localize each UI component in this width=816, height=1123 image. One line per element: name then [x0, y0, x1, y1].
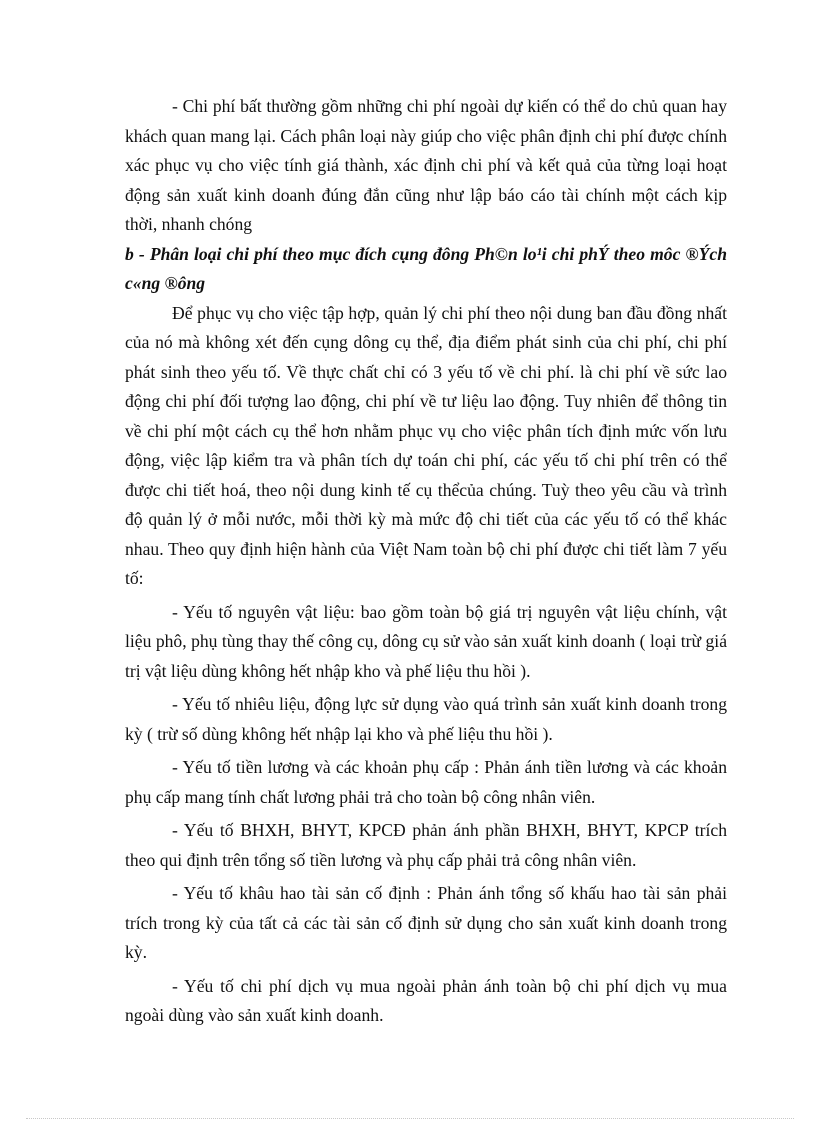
- paragraph-wages: - Yếu tố tiền lương và các khoản phụ cấp : Phản ánh tiền lương và các khoản phụ cấp mang tính chất lương phải trả cho toàn bộ công nhân viên.: [125, 757, 727, 807]
- section-heading-b: b - Phân loại chi phí theo mục đích cụng đông Ph©n lo¹i chi phÝ theo môc ®Ých c«ng ®ông: [125, 243, 727, 293]
- paragraph-raw-materials: - Yếu tố nguyên vật liệu: bao gồm toàn bộ giá trị nguyên vật liệu chính, vật liệu phô, phụ tùng thay thế công cụ, dông cụ sử vào sản xuất kinh doanh ( loại trừ giá trị vật liệu dùng không hết nhập kho và phế liệu thu hồi ).: [125, 601, 727, 681]
- document-body: [125, 92, 727, 1031]
- paragraph-irregular-costs: - Chi phí bất thường gồm những chi phí ngoài dự kiến có thể do chủ quan hay khách quan mang lại. Cách phân loại này giúp cho việc phân định chi phí được chính xác phục vụ cho việc tính giá thành, xác định chi phí và kết quả của từng loại hoạt động sản xuất kinh doanh đúng đắn cũng như lập báo cáo tài chính một cách kịp thời, nhanh chóng: [125, 96, 727, 234]
- paragraph-insurance: - Yếu tố BHXH, BHYT, KPCĐ phản ánh phần BHXH, BHYT, KPCP trích theo qui định trên tổng số tiền lương và phụ cấp phải trả công nhân viên.: [125, 820, 727, 870]
- paragraph-outsourced-services: - Yếu tố chi phí dịch vụ mua ngoài phản ánh toàn bộ chi phí dịch vụ mua ngoài dùng vào sản xuất kinh doanh.: [125, 975, 727, 1025]
- paragraph-cost-elements-intro: Để phục vụ cho việc tập hợp, quản lý chi phí theo nội dung ban đầu đồng nhất của nó mà không xét đến cụng dông cụ thể, địa điểm phát sinh của chi phí, chi phí phát sinh theo yếu tố. Về thực chất chỉ có 3 yếu tố về chi phí. là chi phí về sức lao động chi phí đối tượng lao động, chi phí về tư liệu lao động. Tuy nhiên để thông tin về chi phí một cách cụ thể hơn nhằm phục vụ cho việc phân tích định mức vốn lưu động, việc lập kiểm tra và phân tích dự toán chi phí, các yếu tố chi phí trên có thể được chi tiết hoá, theo nội dung kinh tế cụ thểcủa chúng. Tuỳ theo yêu cầu và trình độ quản lý ở mỗi nước, mỗi thời kỳ mà mức độ chi tiết của các yếu tố có thể khác nhau. Theo quy định hiện hành của Việt Nam toàn bộ chi phí được chi tiết làm 7 yếu tố:: [125, 302, 727, 588]
- paragraph-fuel-energy: - Yếu tố nhiêu liệu, động lực sử dụng vào quá trình sản xuất kinh doanh trong kỳ ( trừ số dùng không hết nhập lại kho và phế liệu thu hồi ).: [125, 694, 727, 744]
- page-bottom-divider: [26, 1118, 794, 1119]
- paragraph-depreciation: - Yếu tố khâu hao tài sản cố định : Phản ánh tổng số khấu hao tài sản phải trích trong kỳ của tất cả các tài sản cố định sử dụng cho sản xuất kinh doanh trong kỳ.: [125, 883, 727, 962]
